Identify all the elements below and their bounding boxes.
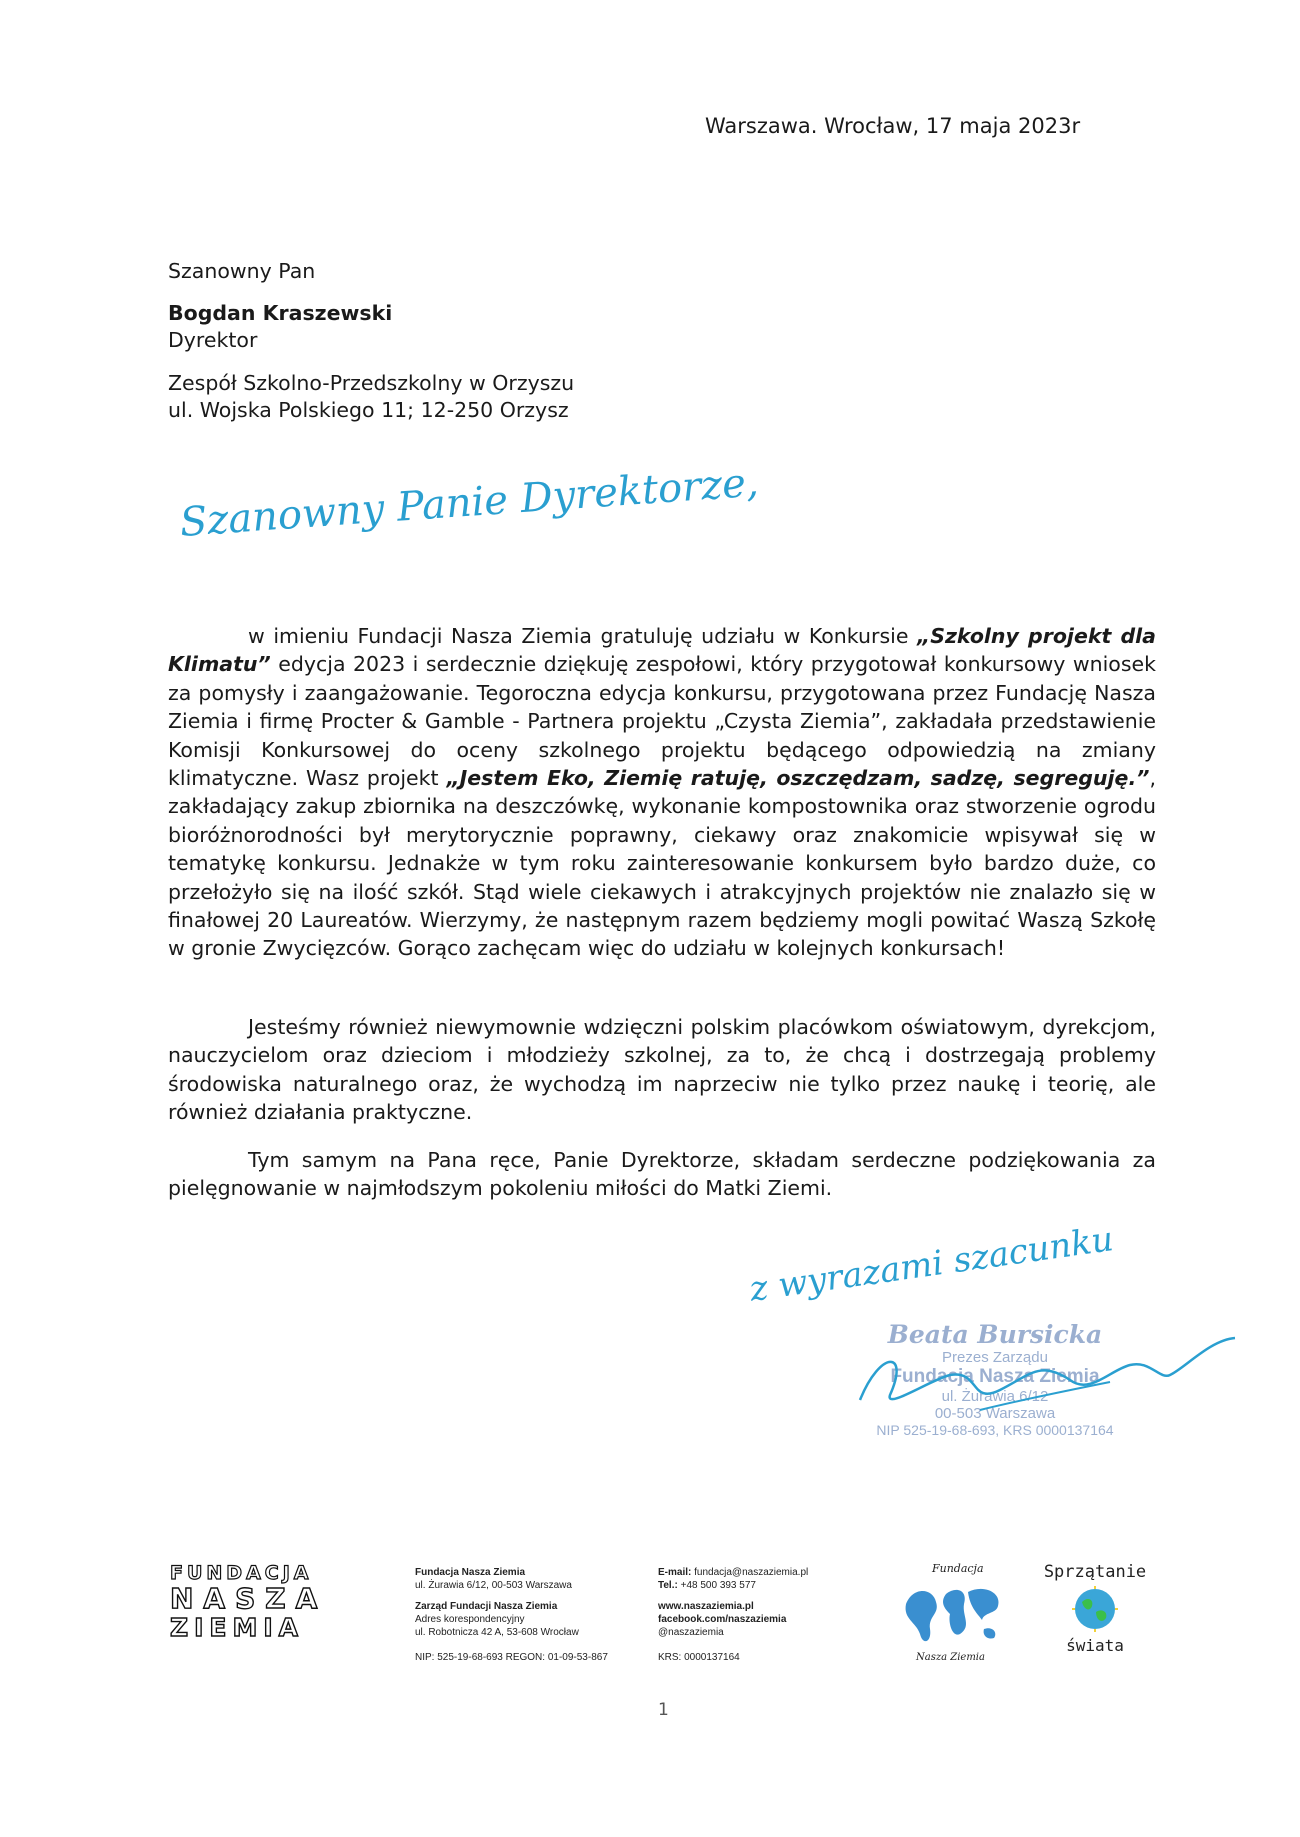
recipient-title: Dyrektor [168, 328, 258, 352]
logo-line-3: ZIEMIA [170, 1613, 305, 1642]
footer-handle: @naszaziemia [658, 1627, 724, 1638]
logo-line-2: NASZA [170, 1582, 328, 1615]
stamp-role: Prezes Zarządu [942, 1349, 1048, 1366]
recipient-address: ul. Wojska Polskiego 11; 12-250 Orzysz [168, 398, 569, 422]
footer-nip-regon: NIP: 525-19-68-693 REGON: 01-09-53-867 [415, 1652, 608, 1663]
foundation-globe-logo [898, 1562, 1008, 1672]
logo2-top-text: Fundacja [932, 1562, 984, 1575]
stamp-org: Fundacja Nasza Ziemia [890, 1366, 1100, 1387]
handwritten-greeting: Szanowny Panie Dyrektorze, [178, 459, 761, 546]
contest-name: „Szkolny projekt dla Klimatu” [168, 624, 1156, 677]
email-label: E-mail: [658, 1567, 692, 1578]
recipient-name: Bogdan Kraszewski [168, 301, 393, 325]
body-paragraph-1 [168, 622, 1156, 963]
footer-tel: +48 500 393 577 [680, 1580, 756, 1591]
project-name: „Jestem Eko, Ziemię ratuję, oszczędzam, sadzę, segreguję.” [446, 766, 1150, 791]
logo3-bottom-text: świata [1066, 1636, 1124, 1655]
handwritten-closing: z wyrazami szacunku [747, 1219, 1116, 1310]
footer-col-1 [415, 1566, 655, 1664]
page-number: 1 [658, 1700, 669, 1720]
logo2-bottom-text: Nasza Ziemia [916, 1652, 985, 1663]
footer-krs: KRS: 0000137164 [658, 1652, 740, 1663]
body-paragraph-3 [168, 1146, 1156, 1203]
p2-text: Jesteśmy również niewymownie wdzięczni polskim placówkom oświatowym, dyrekcjom, nauczycielom oraz dzieciom i młodzieży szkolnej, za to, że chcą i dostrzegają problemy środowiska naturalnego oraz, że wychodzą im naprzeciw nie tylko przez naukę i teorię, ale również działania praktyczne. [168, 1015, 1156, 1125]
footer-corr-addr: ul. Robotnicza 42 A, 53-608 Wrocław [415, 1627, 579, 1638]
tel-label: Tel.: [658, 1580, 678, 1591]
footer-email[interactable]: fundacja@naszaziemia.pl [694, 1567, 809, 1578]
logo-line-1: FUNDACJA [170, 1562, 313, 1584]
p1-text-c: edycja 2023 i serdecznie dziękuję zespołowi, który przygotował konkursowy wniosek za pomysły i zaangażowanie. Tegoroczna edycja konkursu, przygotowana przez Fundację Nasza Ziemia i firmę Procter & Gamble - Partnera projektu „Czysta Ziemia”, zakładała przedstawienie Komisji Konkursowej do oceny szkolnego projektu będącego odpowiedzią na zmiany klimatyczne. Wasz projekt [168, 652, 1156, 791]
recipient-salutation: Szanowny Pan [168, 259, 316, 283]
stamp-street: ul. Żurawia 6/12 [941, 1388, 1049, 1405]
stamp-city: 00-503 Warszawa [934, 1405, 1056, 1422]
sprzatanie-swiata-logo [1040, 1562, 1150, 1672]
signature-icon [840, 1320, 1240, 1430]
p3-text: Tym samym na Pana ręce, Panie Dyrektorze, składam serdeczne podziękowania za pielęgnowanie w najmłodszym pokoleniu miłości do Matki Ziemi. [168, 1148, 1156, 1201]
logo3-top-text: Sprzątanie [1043, 1562, 1147, 1582]
recipient-institution: Zespół Szkolno-Przedszkolny w Orzyszu [168, 371, 575, 395]
p1-text-a: w imieniu Fundacji Nasza Ziemia gratuluję udziału w Konkursie [248, 624, 918, 648]
footer-www[interactable]: www.naszaziemia.pl [658, 1601, 754, 1612]
stamp-ids: NIP 525-19-68-693, KRS 0000137164 [876, 1422, 1114, 1438]
footer-col-2 [658, 1566, 858, 1664]
footer-board: Zarząd Fundacji Nasza Ziemia [415, 1601, 558, 1612]
footer-logo [170, 1563, 365, 1642]
p1-text-e: , zakładający zakup zbiornika na deszczówkę, wykonanie kompostownika oraz stworzenie ogrodu bioróżnorodności był merytorycznie poprawny, ciekawy oraz znakomicie wpisywał się w tematykę konkursu. Jednakże w tym roku zainteresowanie konkursem było bardzo duże, co przełożyło się na ilość szkół. Stąd wiele ciekawych i atrakcyjnych projektów nie znalazło się w finałowej 20 Laureatów. Wierzymy, że następnym razem będziemy mogli powitać Waszą Szkołę w gronie Zwycięzców. Gorąco zachęcam więc do udziału w kolejnych konkursach! [168, 766, 1156, 961]
body-paragraph-2 [168, 1013, 1156, 1127]
footer-org-addr: ul. Żurawia 6/12, 00-503 Warszawa [415, 1580, 572, 1591]
footer-facebook[interactable]: facebook.com/naszaziemia [658, 1614, 787, 1625]
globe-icon [1072, 1586, 1118, 1632]
footer-corr: Adres korespondencyjny [415, 1614, 525, 1625]
world-map-icon [898, 1574, 1008, 1654]
stamp-name: Beata Bursicka [887, 1320, 1103, 1349]
letter-date: Warszawa. Wrocław, 17 maja 2023r [705, 114, 1081, 138]
footer-org: Fundacja Nasza Ziemia [415, 1567, 526, 1578]
